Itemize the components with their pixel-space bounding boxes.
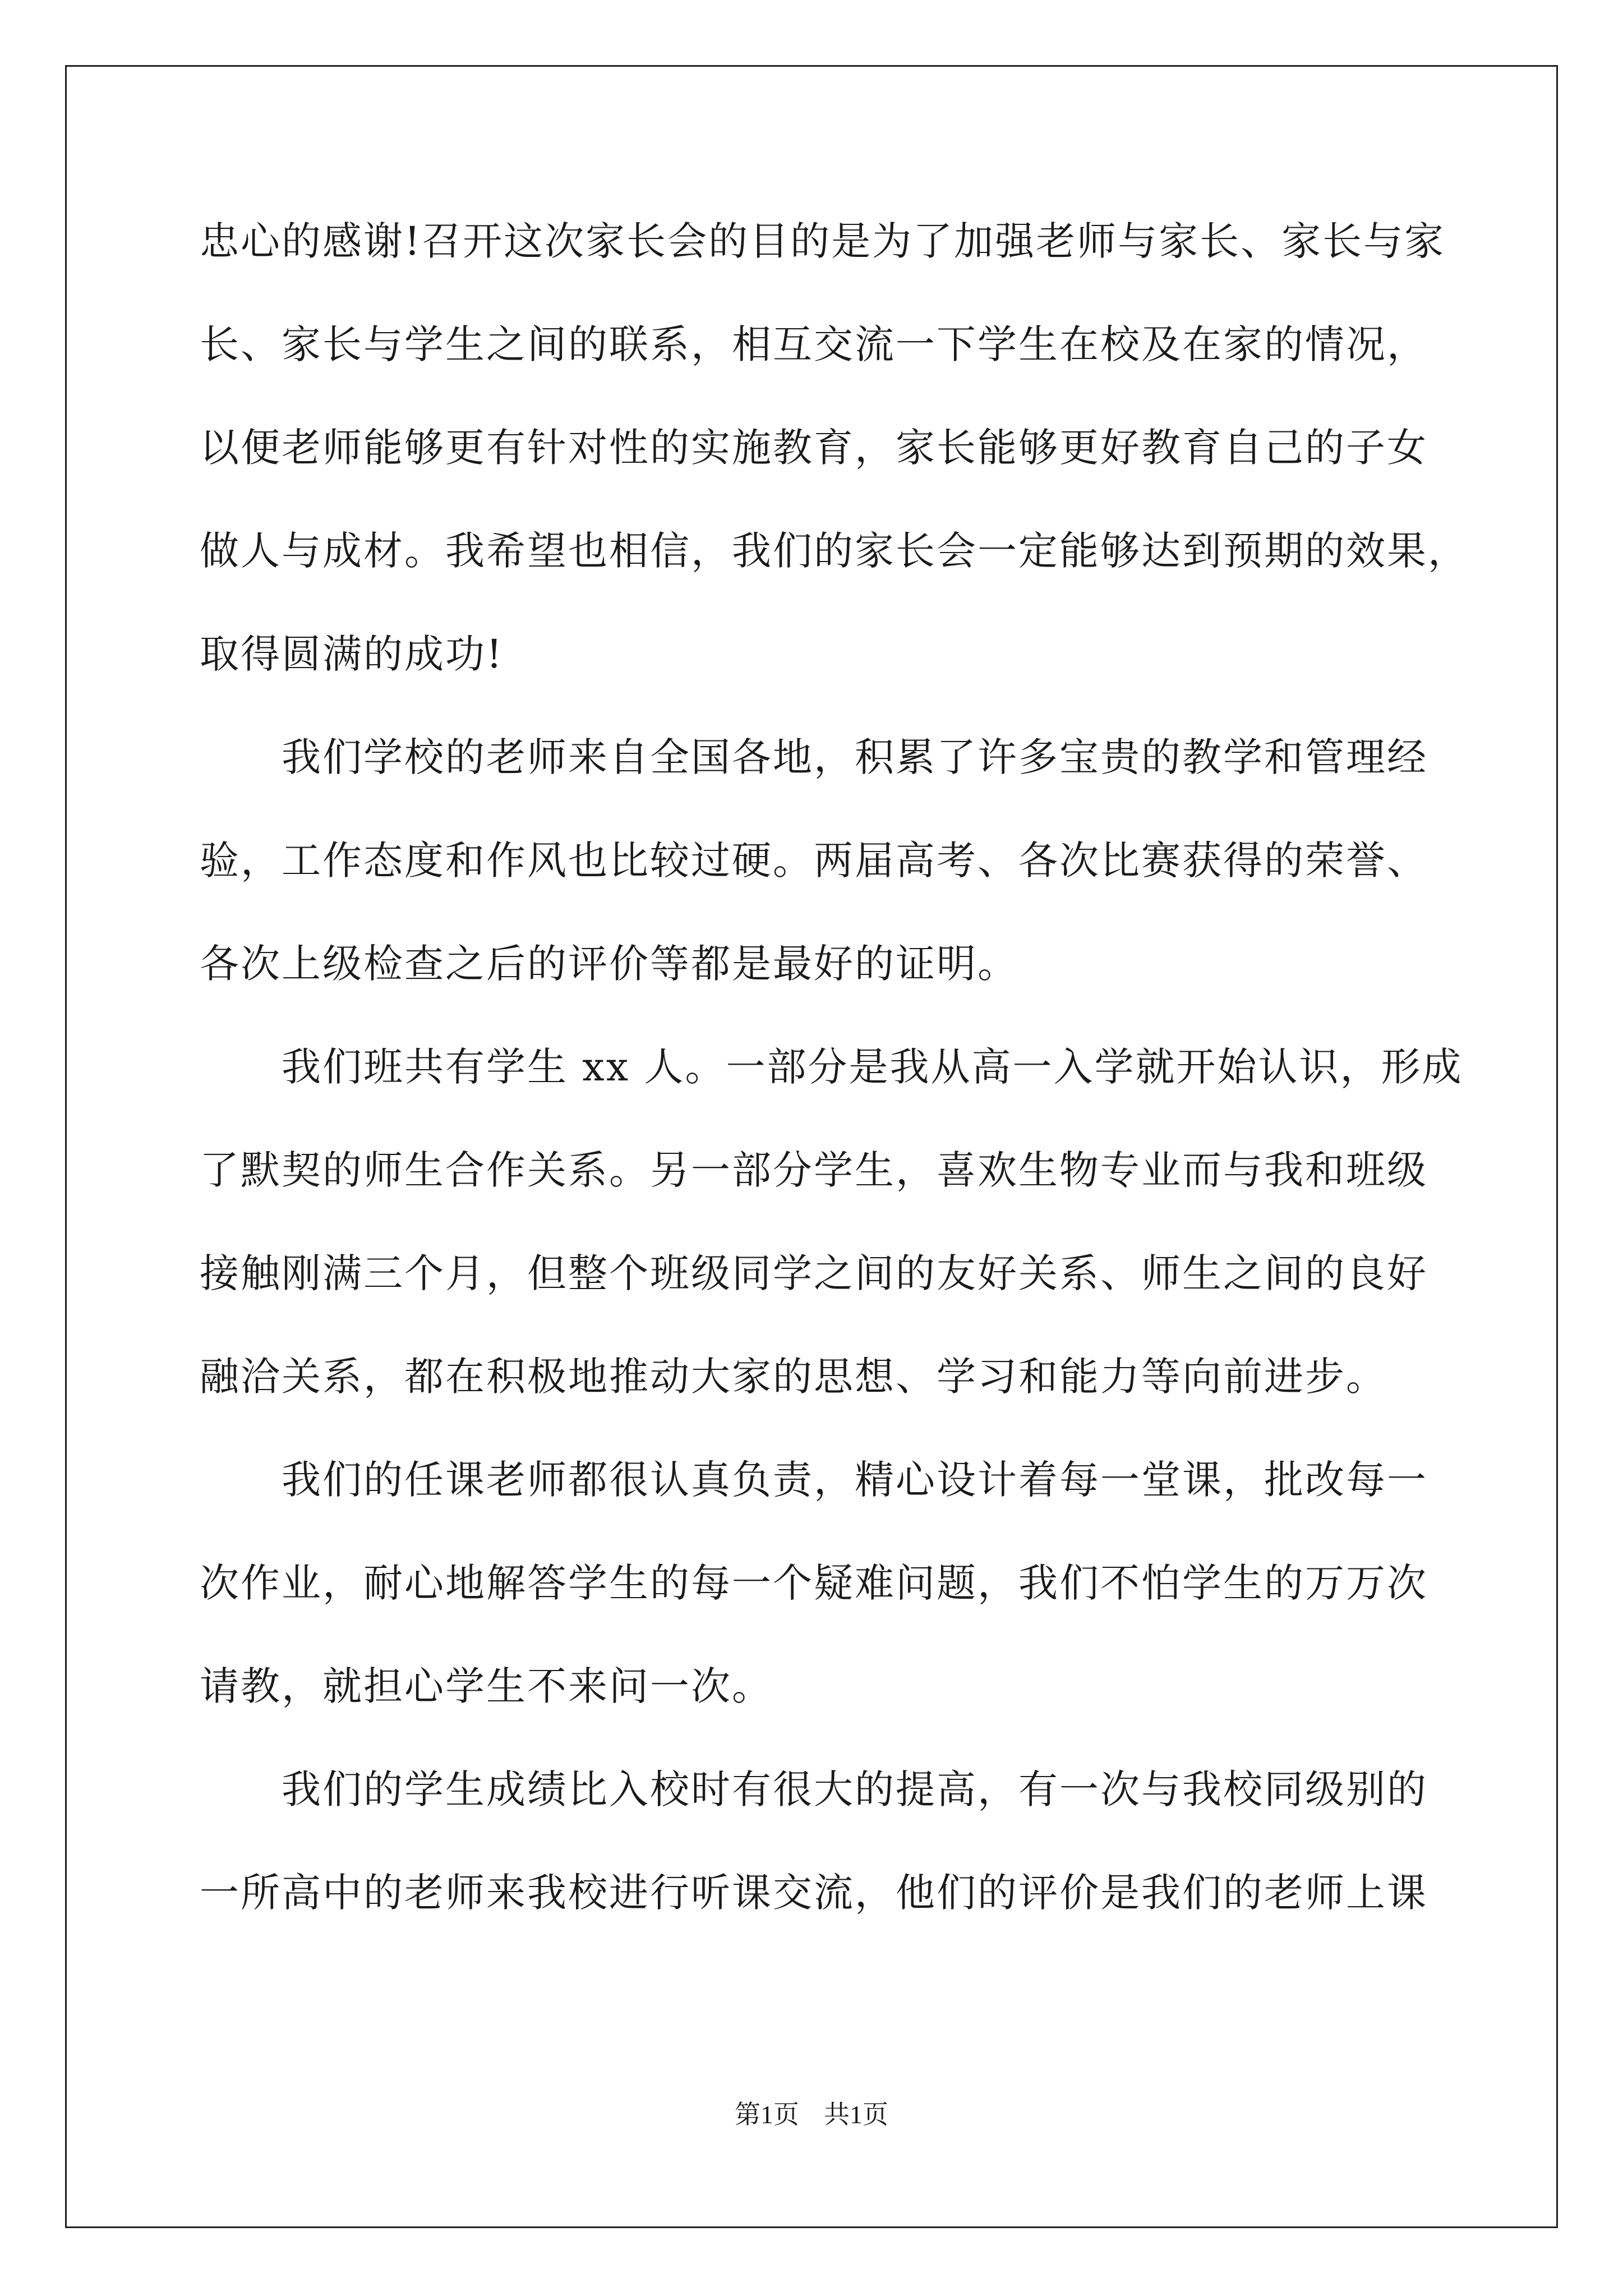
paragraph-3-line-1: 我们班共有学生 xx 人。一部分是我从高一入学就开始认识，形成	[282, 1044, 1463, 1090]
paragraph-3-line-4: 融洽关系，都在积极地推动大家的思想、学习和能力等向前进步。	[200, 1354, 1387, 1400]
paragraph-1-line-1: 忠心的感谢!召开这次家长会的目的是为了加强老师与家长、家长与家	[200, 218, 1446, 264]
paragraph-3-line-3: 接触刚满三个月，但整个班级同学之间的友好关系、师生之间的良好	[200, 1250, 1428, 1296]
paragraph-1-line-2: 长、家长与学生之间的联系，相互交流一下学生在校及在家的情况，	[200, 321, 1428, 367]
paragraph-4-line-3: 请教，就担心学生不来问一次。	[200, 1663, 773, 1709]
paragraph-1-line-5: 取得圆满的成功!	[200, 631, 504, 677]
paragraph-2-line-3: 各次上级检查之后的评价等都是最好的证明。	[200, 941, 1018, 987]
paragraph-1-line-4: 做人与成材。我希望也相信，我们的家长会一定能够达到预期的效果，	[200, 528, 1469, 574]
paragraph-4-line-1: 我们的任课老师都很认真负责，精心设计着每一堂课，批改每一	[282, 1457, 1428, 1503]
page-number: 第1页	[735, 2100, 799, 2129]
page-footer	[0, 2098, 1623, 2132]
paragraph-4-line-2: 次作业，耐心地解答学生的每一个疑难问题，我们不怕学生的万万次	[200, 1560, 1428, 1606]
paragraph-1-line-3: 以便老师能够更有针对性的实施教育，家长能够更好教育自己的子女	[200, 425, 1428, 471]
paragraph-5-line-2: 一所高中的老师来我校进行听课交流，他们的评价是我们的老师上课	[200, 1870, 1428, 1916]
paragraph-2-line-1: 我们学校的老师来自全国各地，积累了许多宝贵的教学和管理经	[282, 734, 1428, 780]
paragraph-2-line-2: 验，工作态度和作风也比较过硬。两届高考、各次比赛获得的荣誉、	[200, 838, 1428, 884]
paragraph-3-line-2: 了默契的师生合作关系。另一部分学生，喜欢生物专业而与我和班级	[200, 1147, 1428, 1193]
page-total: 共1页	[824, 2100, 888, 2129]
paragraph-5-line-1: 我们的学生成绩比入校时有很大的提高，有一次与我校同级别的	[282, 1766, 1428, 1812]
